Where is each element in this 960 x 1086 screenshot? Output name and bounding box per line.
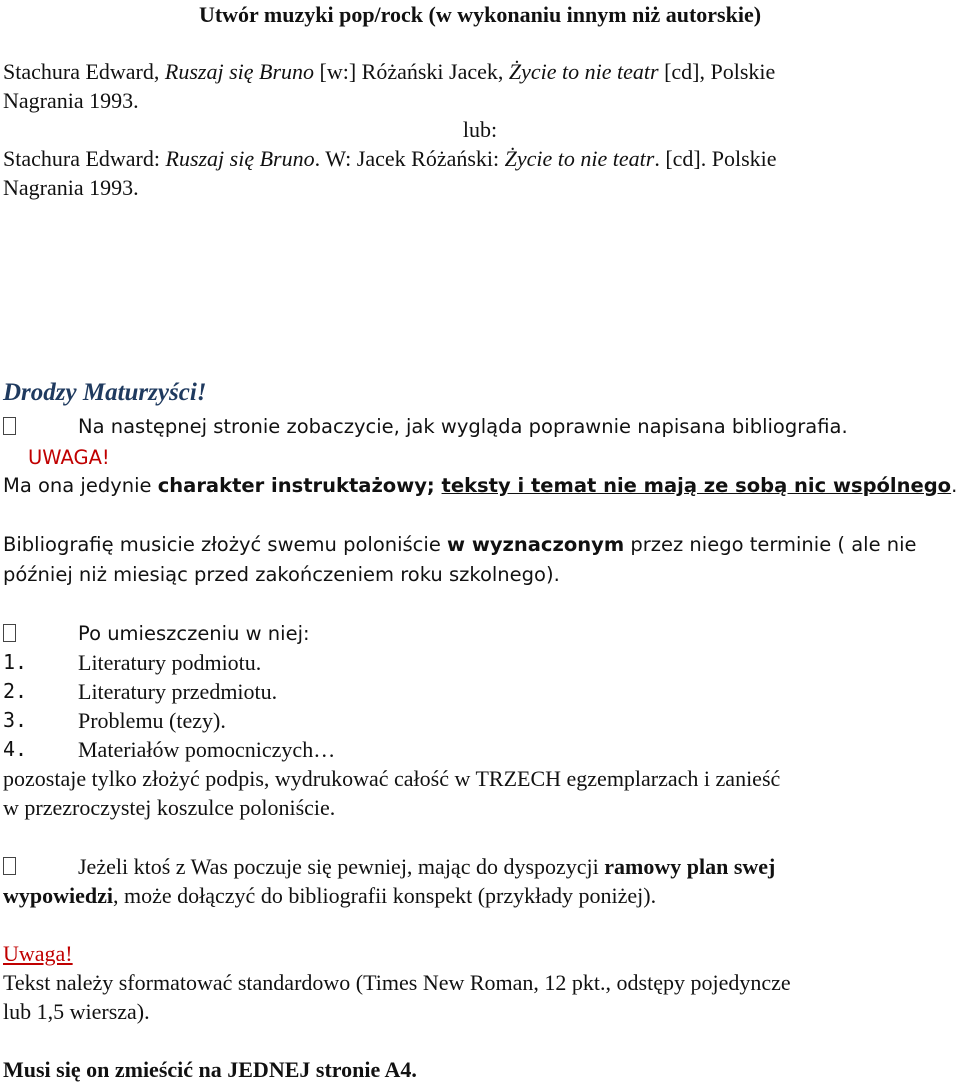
ref2-publisher: Nagrania 1993. (3, 175, 139, 200)
list-number: 3. (3, 708, 28, 732)
format-line-1: Tekst należy sformatować standardowo (Times New Roman, 12 pkt., odstępy pojedyncze (3, 970, 791, 995)
page-title (0, 0, 960, 29)
list-item: Literatury przedmiotu. (78, 679, 278, 704)
page-title-text: Utwór muzyki pop/rock (w wykonaniu innym niż autorskie) (198, 2, 762, 27)
ref1-publisher: Nagrania 1993. (3, 88, 139, 113)
list-number: 4. (3, 737, 28, 761)
final-note-text: Musi się on zmieścić na JEDNEJ stronie A4. (3, 1057, 417, 1082)
ref2-author: Stachura Edward: (3, 146, 166, 171)
para1-c: przez niego terminie ( ale nie (624, 533, 917, 556)
para2-line-1: pozostaje tylko złożyć podpis, wydrukować całość w TRZECH egzemplarzach i zanieść (3, 766, 781, 791)
para1-line-2 (3, 560, 560, 589)
reference-1-line-2 (3, 86, 139, 115)
note2-c: teksty i temat nie mają ze sobą nic wspólnego (441, 474, 952, 497)
ref1-in: [w:] Różański Jacek, (314, 59, 509, 84)
missing-glyph-box-icon (3, 417, 16, 435)
para3-line-1 (78, 852, 775, 881)
or-label (0, 115, 960, 144)
list-number: 1. (3, 650, 28, 674)
ref2-medium: . [cd]. Polskie (654, 146, 777, 171)
reference-2-line-1 (3, 144, 777, 173)
final-note (3, 1055, 417, 1084)
reference-1-line-1 (3, 57, 775, 86)
para1-d: później niż miesiąc przed zakończeniem roku szkolnego). (3, 563, 560, 586)
uwaga-label-text: Uwaga! (3, 941, 73, 966)
ref1-author: Stachura Edward, (3, 59, 165, 84)
para3-c: wypowiedzi (3, 883, 113, 908)
missing-glyph-box-icon (3, 857, 16, 875)
para2-line-2: w przezroczystej koszulce poloniście. (3, 795, 336, 820)
para3-d: , może dołączyć do bibliografii konspekt (przykłady poniżej). (113, 883, 657, 908)
missing-glyph-box-icon (3, 624, 16, 642)
para3-line-2 (3, 881, 656, 910)
para1-a: Bibliografię musicie złożyć swemu poloniście (3, 533, 448, 556)
ref1-album: Życie to nie teatr (508, 59, 659, 84)
note2-a: Ma ona jedynie (3, 474, 158, 497)
ref1-song: Ruszaj się Bruno (164, 59, 315, 84)
para3-b: ramowy plan swej (604, 854, 776, 879)
uwaga-label (3, 939, 73, 968)
list-item: Problemu (tezy). (78, 708, 226, 733)
ref1-medium: [cd], Polskie (658, 59, 776, 84)
para1-b: w wyznaczonym (447, 533, 625, 556)
list-item: Materiałów pomocniczych… (78, 737, 336, 762)
list-item: Literatury podmiotu. (78, 650, 262, 675)
para3-a: Jeżeli ktoś z Was poczuje się pewniej, mając do dyspozycji (78, 854, 605, 879)
after-placing-label: Po umieszczeniu w niej: (78, 622, 310, 645)
note-instructional (3, 471, 957, 500)
or-label-text: lub: (462, 117, 498, 142)
list-number: 2. (3, 679, 28, 703)
note2-b: charakter instruktażowy; (157, 474, 442, 497)
format-line-2: lub 1,5 wiersza). (3, 999, 150, 1024)
greeting-heading: Drodzy Maturzyści! (3, 379, 207, 406)
ref2-album: Życie to nie teatr (504, 146, 655, 171)
note-next-page: Na następnej stronie zobaczycie, jak wygląda poprawnie napisana bibliografia. (78, 415, 848, 438)
ref2-song: Ruszaj się Bruno (165, 146, 315, 171)
note2-d: . (951, 474, 958, 497)
ref2-in: . W: Jacek Różański: (314, 146, 505, 171)
para1-line-1 (3, 530, 917, 559)
reference-2-line-2 (3, 173, 139, 202)
warning-label: UWAGA! (28, 446, 110, 469)
